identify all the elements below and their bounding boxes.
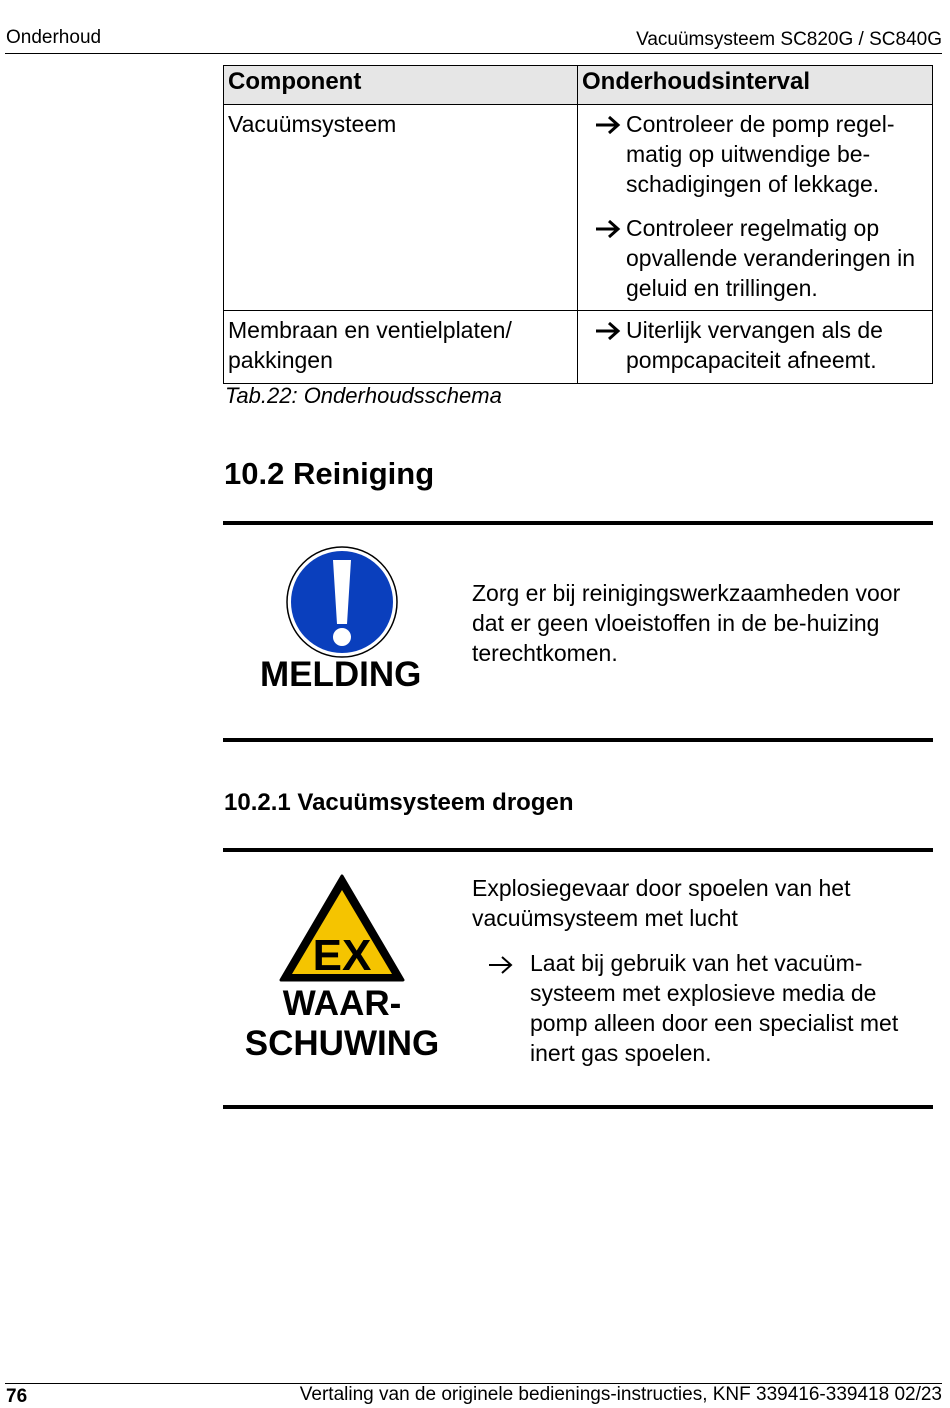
- warning-title: Explosiegevaar door spoelen van het vacuümsysteem met lucht: [472, 875, 851, 931]
- list-item: [590, 213, 927, 303]
- notice-text: Zorg er bij reinigingswerkzaamheden voor dat er geen vloeistoffen in de be-huizing terechtkomen.: [472, 580, 901, 666]
- exclamation-mandatory-icon: [286, 546, 398, 658]
- column-header-component: Component: [224, 66, 578, 105]
- arrow-right-icon: [590, 109, 626, 199]
- warning-label-line: SCHUWING: [244, 1024, 440, 1063]
- ex-icon-text: EX: [312, 931, 372, 980]
- list-item: [590, 315, 927, 375]
- header-product: Vacuümsysteem SC820G / SC840G: [636, 29, 942, 50]
- arrow-right-icon: [472, 948, 530, 1068]
- page-number: 76: [6, 1386, 28, 1407]
- subsection-heading: 10.2.1 Vacuümsysteem drogen: [224, 789, 574, 816]
- warning-label: [232, 984, 452, 1064]
- warning-label-line: WAAR-: [282, 984, 402, 1023]
- component-cell: Vacuümsysteem: [224, 105, 578, 311]
- ex-explosion-warning-icon: [278, 873, 406, 983]
- header-section: Onderhoud: [6, 27, 102, 48]
- column-header-interval: Onderhoudsinterval: [578, 66, 933, 105]
- component-cell: Membraan en ventielplaten/ pakkingen: [224, 311, 578, 384]
- warning-step-text: Laat bij gebruik van het vacuüm-systeem met explosieve media de pomp alleen door een specialist met inert gas spoelen.: [530, 950, 899, 1066]
- notice-top-rule: [223, 521, 933, 525]
- interval-cell: [578, 311, 933, 384]
- header-divider: [5, 53, 942, 54]
- notice-label: MELDING: [260, 655, 422, 694]
- interval-cell: [578, 105, 933, 311]
- list-item: [472, 948, 932, 1068]
- warning-bottom-rule: [223, 1105, 933, 1109]
- list-item: [590, 109, 927, 199]
- footer-text: Vertaling van de originele bedienings-instructies, KNF 339416-339418 02/23: [299, 1384, 942, 1405]
- arrow-right-icon: [590, 213, 626, 303]
- table-caption: Tab.22: Onderhoudsschema: [225, 383, 502, 408]
- notice-bottom-rule: [223, 738, 933, 742]
- interval-item-text: Controleer regelmatig op opvallende veranderingen in geluid en trillingen.: [626, 215, 915, 301]
- table-row: [224, 311, 933, 384]
- maintenance-table: [223, 65, 933, 384]
- arrow-right-icon: [590, 315, 626, 375]
- interval-item-text: Controleer de pomp regel-matig op uitwendige be-schadigingen of lekkage.: [626, 111, 895, 197]
- interval-item-text: Uiterlijk vervangen als de pompcapaciteit afneemt.: [626, 317, 883, 373]
- table-row: [224, 105, 933, 311]
- table-header-row: [224, 66, 933, 105]
- section-heading: 10.2 Reiniging: [224, 456, 435, 491]
- warning-top-rule: [223, 848, 933, 852]
